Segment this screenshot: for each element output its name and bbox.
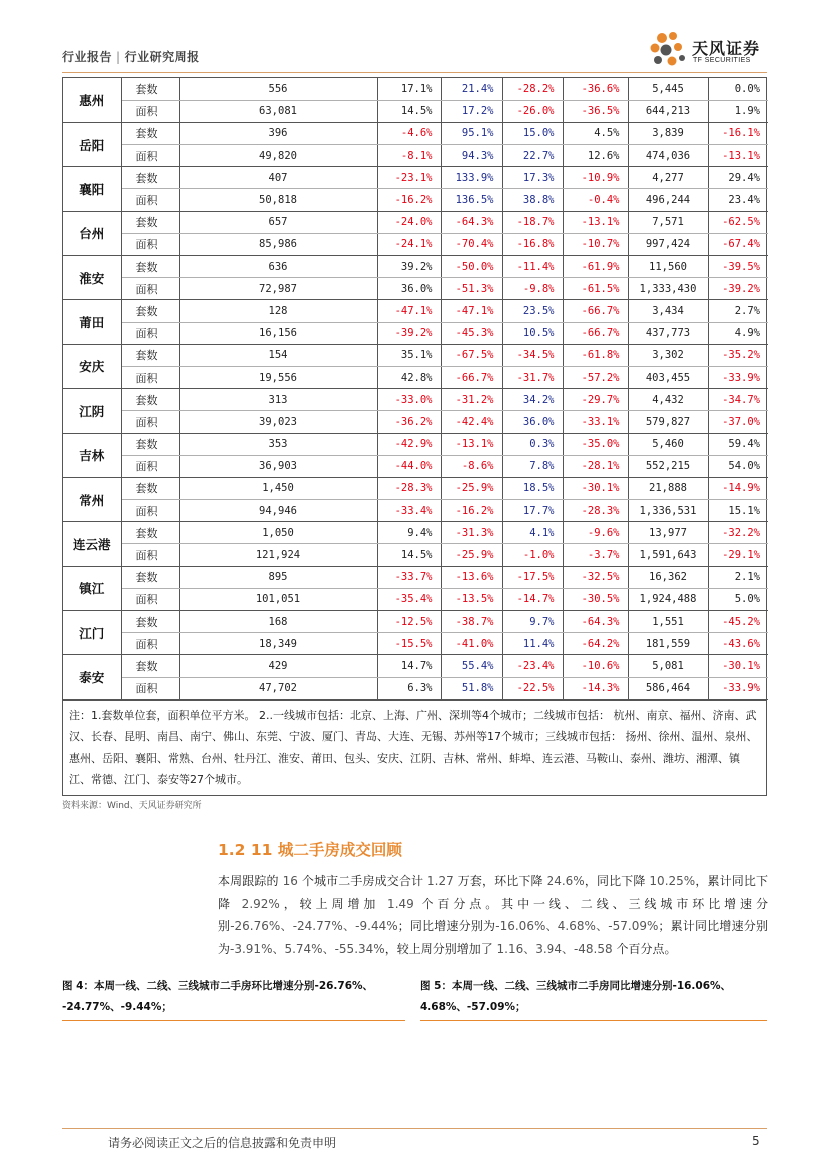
table-cell-c3: 36.0% bbox=[502, 411, 563, 433]
metric-type: 套数 bbox=[121, 122, 179, 144]
table-cell-c3: -9.8% bbox=[502, 278, 563, 300]
table-row bbox=[63, 211, 768, 233]
table-cell-c4: -28.3% bbox=[563, 500, 628, 522]
header-divider bbox=[62, 72, 767, 73]
table-cell-c2: 17.2% bbox=[441, 100, 502, 122]
table-cell-c4: -10.6% bbox=[563, 655, 628, 677]
table-cell-v2: 4,277 bbox=[628, 167, 708, 189]
table-cell-c4: -61.5% bbox=[563, 278, 628, 300]
table-cell-v: 16,156 bbox=[179, 322, 377, 344]
table-cell-v: 636 bbox=[179, 256, 377, 278]
city-name: 江门 bbox=[63, 611, 121, 655]
table-cell-c4: -32.5% bbox=[563, 566, 628, 588]
metric-type: 面积 bbox=[121, 189, 179, 211]
table-cell-c2: -13.5% bbox=[441, 588, 502, 610]
table-cell-c3: 4.1% bbox=[502, 522, 563, 544]
metric-type: 面积 bbox=[121, 588, 179, 610]
table-cell-c3: 10.5% bbox=[502, 322, 563, 344]
company-logo bbox=[648, 30, 768, 70]
table-cell-c3: -28.2% bbox=[502, 78, 563, 100]
table-cell-c1: -24.1% bbox=[377, 233, 441, 255]
metric-type: 套数 bbox=[121, 167, 179, 189]
table-cell-c5: -29.1% bbox=[708, 544, 768, 566]
table-cell-c1: -33.7% bbox=[377, 566, 441, 588]
table-note: 注：1.套数单位套，面积单位平方米。 2..一线城市包括：北京、上海、广州、深圳等4个城市；二线城市包括： 杭州、南京、福州、济南、武汉、长春、昆明、南昌、南宁、佛山、东莞、宁波、厦门、青岛、大连、无锡、苏州等17个城市；三线城市包括： 扬州、徐州、温州、泉州、惠州、岳阳、襄阳、常熟、台州、牡丹江、淮安、莆田、包头、安庆、江阴、吉林、常州、蚌埠、连云港、马鞍山、泰州、潍坊、湘潭、镇江、常德、江门、泰安等27个城市。 bbox=[63, 700, 766, 795]
table-cell-c4: -64.3% bbox=[563, 611, 628, 633]
table-cell-v: 168 bbox=[179, 611, 377, 633]
table-cell-c4: -66.7% bbox=[563, 322, 628, 344]
metric-type: 套数 bbox=[121, 78, 179, 100]
table-cell-c4: -35.0% bbox=[563, 433, 628, 455]
table-cell-c5: 2.1% bbox=[708, 566, 768, 588]
table-row bbox=[63, 366, 768, 388]
metric-type: 面积 bbox=[121, 145, 179, 167]
table-cell-v2: 181,559 bbox=[628, 633, 708, 655]
table-cell-v2: 403,455 bbox=[628, 366, 708, 388]
city-name: 岳阳 bbox=[63, 122, 121, 166]
table-cell-c2: -66.7% bbox=[441, 366, 502, 388]
table-row bbox=[63, 522, 768, 544]
table-cell-c4: -33.1% bbox=[563, 411, 628, 433]
table-cell-c4: 12.6% bbox=[563, 145, 628, 167]
metric-type: 套数 bbox=[121, 433, 179, 455]
table-cell-v: 1,450 bbox=[179, 477, 377, 499]
table-row bbox=[63, 433, 768, 455]
table-cell-c2: -41.0% bbox=[441, 633, 502, 655]
table-row bbox=[63, 233, 768, 255]
table-cell-v: 36,903 bbox=[179, 455, 377, 477]
table-cell-v2: 5,081 bbox=[628, 655, 708, 677]
table-cell-c3: -23.4% bbox=[502, 655, 563, 677]
figure-4-caption: 图 4：本周一线、二线、三线城市二手房环比增速分别-26.76%、 -24.77%、-9.44%； bbox=[62, 980, 374, 1013]
table-cell-c1: 6.3% bbox=[377, 677, 441, 699]
table-cell-v2: 3,434 bbox=[628, 300, 708, 322]
metric-type: 面积 bbox=[121, 322, 179, 344]
city-name: 襄阳 bbox=[63, 167, 121, 211]
table-cell-v: 407 bbox=[179, 167, 377, 189]
table-cell-c5: -32.2% bbox=[708, 522, 768, 544]
city-name: 江阴 bbox=[63, 389, 121, 433]
table-cell-v2: 1,333,430 bbox=[628, 278, 708, 300]
table-cell-v2: 437,773 bbox=[628, 322, 708, 344]
table-cell-c2: -16.2% bbox=[441, 500, 502, 522]
table-cell-c1: 35.1% bbox=[377, 344, 441, 366]
metric-type: 套数 bbox=[121, 477, 179, 499]
table-cell-c2: 21.4% bbox=[441, 78, 502, 100]
table-row bbox=[63, 122, 768, 144]
logo-text-cn: 天风证券 bbox=[692, 39, 761, 58]
table-cell-c4: -30.1% bbox=[563, 477, 628, 499]
table-cell-v2: 474,036 bbox=[628, 145, 708, 167]
table-row bbox=[63, 189, 768, 211]
table-cell-c3: -16.8% bbox=[502, 233, 563, 255]
table-row bbox=[63, 544, 768, 566]
table-cell-c4: -36.6% bbox=[563, 78, 628, 100]
table-cell-c3: -26.0% bbox=[502, 100, 563, 122]
table-cell-c5: -33.9% bbox=[708, 677, 768, 699]
table-cell-v2: 7,571 bbox=[628, 211, 708, 233]
city-name: 台州 bbox=[63, 211, 121, 255]
table-cell-c4: -30.5% bbox=[563, 588, 628, 610]
header-separator: | bbox=[116, 50, 121, 64]
table-cell-v2: 5,460 bbox=[628, 433, 708, 455]
metric-type: 面积 bbox=[121, 233, 179, 255]
metric-type: 面积 bbox=[121, 544, 179, 566]
table-cell-v: 47,702 bbox=[179, 677, 377, 699]
table-cell-c2: -70.4% bbox=[441, 233, 502, 255]
table-cell-v: 128 bbox=[179, 300, 377, 322]
table-body bbox=[63, 78, 768, 699]
table-cell-c3: -34.5% bbox=[502, 344, 563, 366]
table-cell-c3: -22.5% bbox=[502, 677, 563, 699]
city-name: 安庆 bbox=[63, 344, 121, 388]
table-row bbox=[63, 477, 768, 499]
table-cell-c4: -14.3% bbox=[563, 677, 628, 699]
table-cell-c4: -66.7% bbox=[563, 300, 628, 322]
metric-type: 套数 bbox=[121, 566, 179, 588]
table-cell-v: 121,924 bbox=[179, 544, 377, 566]
table-row bbox=[63, 300, 768, 322]
table-cell-v: 19,556 bbox=[179, 366, 377, 388]
table-cell-v: 49,820 bbox=[179, 145, 377, 167]
table-cell-c1: -16.2% bbox=[377, 189, 441, 211]
table-cell-c1: -33.0% bbox=[377, 389, 441, 411]
table-cell-v: 313 bbox=[179, 389, 377, 411]
table-row bbox=[63, 655, 768, 677]
table-cell-c2: -67.5% bbox=[441, 344, 502, 366]
table-cell-c4: -3.7% bbox=[563, 544, 628, 566]
table-cell-v: 94,946 bbox=[179, 500, 377, 522]
table-cell-v2: 3,839 bbox=[628, 122, 708, 144]
table-cell-v2: 1,591,643 bbox=[628, 544, 708, 566]
table-cell-c5: -34.7% bbox=[708, 389, 768, 411]
table-row bbox=[63, 100, 768, 122]
metric-type: 套数 bbox=[121, 522, 179, 544]
table-cell-v: 101,051 bbox=[179, 588, 377, 610]
table-cell-c5: 4.9% bbox=[708, 322, 768, 344]
table-row bbox=[63, 322, 768, 344]
table-cell-c5: -43.6% bbox=[708, 633, 768, 655]
table-cell-c5: -30.1% bbox=[708, 655, 768, 677]
metric-type: 套数 bbox=[121, 344, 179, 366]
table-cell-v: 1,050 bbox=[179, 522, 377, 544]
table-row bbox=[63, 455, 768, 477]
table-cell-v: 154 bbox=[179, 344, 377, 366]
table-cell-c4: -0.4% bbox=[563, 189, 628, 211]
disclaimer-text: 请务必阅读正文之后的信息披露和免责申明 bbox=[108, 1136, 337, 1150]
table-cell-c2: 95.1% bbox=[441, 122, 502, 144]
table-cell-v: 72,987 bbox=[179, 278, 377, 300]
city-name: 淮安 bbox=[63, 256, 121, 300]
table-cell-c1: -12.5% bbox=[377, 611, 441, 633]
table-row bbox=[63, 633, 768, 655]
table-cell-c2: -8.6% bbox=[441, 455, 502, 477]
table-cell-c2: -45.3% bbox=[441, 322, 502, 344]
table-cell-v: 396 bbox=[179, 122, 377, 144]
table-row bbox=[63, 677, 768, 699]
table-row bbox=[63, 167, 768, 189]
table-cell-v2: 644,213 bbox=[628, 100, 708, 122]
metric-type: 面积 bbox=[121, 411, 179, 433]
table-cell-c3: -14.7% bbox=[502, 588, 563, 610]
table-cell-c3: 7.8% bbox=[502, 455, 563, 477]
table-cell-c1: 14.5% bbox=[377, 100, 441, 122]
table-cell-c2: 51.8% bbox=[441, 677, 502, 699]
table-row bbox=[63, 344, 768, 366]
metric-type: 套数 bbox=[121, 611, 179, 633]
metric-type: 面积 bbox=[121, 633, 179, 655]
table-cell-c4: -10.9% bbox=[563, 167, 628, 189]
table-cell-c1: -47.1% bbox=[377, 300, 441, 322]
table-cell-c1: -15.5% bbox=[377, 633, 441, 655]
table-cell-c3: 17.7% bbox=[502, 500, 563, 522]
table-row bbox=[63, 278, 768, 300]
table-cell-c1: -36.2% bbox=[377, 411, 441, 433]
table-cell-c3: 11.4% bbox=[502, 633, 563, 655]
table-cell-c2: -64.3% bbox=[441, 211, 502, 233]
table-cell-c2: -13.1% bbox=[441, 433, 502, 455]
table-cell-v: 85,986 bbox=[179, 233, 377, 255]
table-cell-c1: 9.4% bbox=[377, 522, 441, 544]
table-cell-c4: -13.1% bbox=[563, 211, 628, 233]
table-cell-c5: -35.2% bbox=[708, 344, 768, 366]
table-cell-c2: -31.2% bbox=[441, 389, 502, 411]
table-cell-v2: 579,827 bbox=[628, 411, 708, 433]
metric-type: 面积 bbox=[121, 455, 179, 477]
table-cell-c5: -37.0% bbox=[708, 411, 768, 433]
table-row bbox=[63, 411, 768, 433]
metric-type: 套数 bbox=[121, 389, 179, 411]
table-row bbox=[63, 145, 768, 167]
table-cell-c3: -31.7% bbox=[502, 366, 563, 388]
table-cell-v2: 16,362 bbox=[628, 566, 708, 588]
table-cell-c4: -28.1% bbox=[563, 455, 628, 477]
table-cell-c4: -57.2% bbox=[563, 366, 628, 388]
data-source: 资料来源：Wind、天风证券研究所 bbox=[62, 801, 202, 811]
table-cell-c2: 55.4% bbox=[441, 655, 502, 677]
table-cell-v2: 586,464 bbox=[628, 677, 708, 699]
table-cell-v: 657 bbox=[179, 211, 377, 233]
metric-type: 套数 bbox=[121, 211, 179, 233]
city-name: 莆田 bbox=[63, 300, 121, 344]
table-cell-c2: -13.6% bbox=[441, 566, 502, 588]
figure-5-caption: 图 5：本周一线、二线、三线城市二手房同比增速分别-16.06%、 4.68%、-57.09%； bbox=[420, 980, 732, 1013]
housing-data-table bbox=[62, 77, 767, 796]
table-cell-c3: -18.7% bbox=[502, 211, 563, 233]
table-cell-c1: -33.4% bbox=[377, 500, 441, 522]
metric-type: 面积 bbox=[121, 278, 179, 300]
table-cell-c3: 34.2% bbox=[502, 389, 563, 411]
table-cell-c3: 0.3% bbox=[502, 433, 563, 455]
table-cell-c1: 36.0% bbox=[377, 278, 441, 300]
table-cell-c5: 29.4% bbox=[708, 167, 768, 189]
table-cell-c3: 17.3% bbox=[502, 167, 563, 189]
logo-text-en: TF SECURITIES bbox=[693, 57, 751, 64]
table-cell-v: 18,349 bbox=[179, 633, 377, 655]
table-cell-c1: -23.1% bbox=[377, 167, 441, 189]
table-cell-v: 556 bbox=[179, 78, 377, 100]
table-cell-v2: 3,302 bbox=[628, 344, 708, 366]
table-row bbox=[63, 500, 768, 522]
table-cell-c5: -13.1% bbox=[708, 145, 768, 167]
table-cell-c5: -33.9% bbox=[708, 366, 768, 388]
section-paragraph: 本周跟踪的 16 个城市二手房成交合计 1.27 万套，环比下降 24.6%，同比下降 10.25%，累计同比下降 2.92%，较上周增加 1.49 个百分点。其中一线、二线、三线城市环比增速分别-26.76%、-24.77%、-9.44%；同比增速分别为-16.06%、4.68%、-57.09%；累计同比增速分别为-3.91%、5.74%、-55.34%，较上周分别增加了 1.16、3.94、-48.58 个百分点。 bbox=[218, 874, 768, 956]
table-cell-v2: 496,244 bbox=[628, 189, 708, 211]
table-cell-c4: -9.6% bbox=[563, 522, 628, 544]
table-cell-c1: -39.2% bbox=[377, 322, 441, 344]
table-cell-c2: -51.3% bbox=[441, 278, 502, 300]
table-cell-c1: -44.0% bbox=[377, 455, 441, 477]
header-label-weekly: 行业研究周报 bbox=[124, 50, 200, 64]
table-cell-v2: 4,432 bbox=[628, 389, 708, 411]
table-cell-c3: -17.5% bbox=[502, 566, 563, 588]
table-cell-c1: -28.3% bbox=[377, 477, 441, 499]
page-number: 5 bbox=[752, 1134, 760, 1148]
table-cell-c4: -10.7% bbox=[563, 233, 628, 255]
table-cell-c5: -45.2% bbox=[708, 611, 768, 633]
table-cell-c4: -29.7% bbox=[563, 389, 628, 411]
table-cell-c2: -31.3% bbox=[441, 522, 502, 544]
metric-type: 套数 bbox=[121, 300, 179, 322]
city-name: 镇江 bbox=[63, 566, 121, 610]
table-cell-v2: 1,924,488 bbox=[628, 588, 708, 610]
metric-type: 面积 bbox=[121, 500, 179, 522]
table-cell-c5: 1.9% bbox=[708, 100, 768, 122]
table-cell-c3: 23.5% bbox=[502, 300, 563, 322]
table-cell-c2: 94.3% bbox=[441, 145, 502, 167]
table-cell-v: 353 bbox=[179, 433, 377, 455]
table-cell-c5: 23.4% bbox=[708, 189, 768, 211]
table-cell-c3: 22.7% bbox=[502, 145, 563, 167]
table-cell-c4: 4.5% bbox=[563, 122, 628, 144]
table-cell-c5: 2.7% bbox=[708, 300, 768, 322]
table-cell-c2: -38.7% bbox=[441, 611, 502, 633]
table-cell-c5: 15.1% bbox=[708, 500, 768, 522]
table-cell-c4: -64.2% bbox=[563, 633, 628, 655]
table-cell-v2: 1,336,531 bbox=[628, 500, 708, 522]
table-cell-v: 50,818 bbox=[179, 189, 377, 211]
table-cell-v2: 552,215 bbox=[628, 455, 708, 477]
section-title: 1.2 11 城二手房成交回顾 bbox=[218, 841, 402, 859]
table-cell-c4: -61.8% bbox=[563, 344, 628, 366]
table-cell-v2: 21,888 bbox=[628, 477, 708, 499]
table-cell-c5: -39.5% bbox=[708, 256, 768, 278]
table-cell-v: 39,023 bbox=[179, 411, 377, 433]
table-cell-c1: -42.9% bbox=[377, 433, 441, 455]
table-cell-c2: -50.0% bbox=[441, 256, 502, 278]
city-name: 连云港 bbox=[63, 522, 121, 566]
table-cell-v: 895 bbox=[179, 566, 377, 588]
table-cell-c4: -61.9% bbox=[563, 256, 628, 278]
table-cell-v: 63,081 bbox=[179, 100, 377, 122]
table-cell-c5: -16.1% bbox=[708, 122, 768, 144]
table-cell-c2: 133.9% bbox=[441, 167, 502, 189]
table-cell-c2: -25.9% bbox=[441, 544, 502, 566]
table-cell-v2: 5,445 bbox=[628, 78, 708, 100]
table-cell-c2: -47.1% bbox=[441, 300, 502, 322]
table-cell-c3: -11.4% bbox=[502, 256, 563, 278]
table-row bbox=[63, 256, 768, 278]
table-cell-c2: 136.5% bbox=[441, 189, 502, 211]
table-cell-c5: 54.0% bbox=[708, 455, 768, 477]
city-name: 惠州 bbox=[63, 78, 121, 122]
metric-type: 面积 bbox=[121, 677, 179, 699]
footer-divider bbox=[62, 1128, 767, 1129]
table-cell-v2: 1,551 bbox=[628, 611, 708, 633]
table-cell-c1: 17.1% bbox=[377, 78, 441, 100]
table-cell-c5: 59.4% bbox=[708, 433, 768, 455]
figure-4-divider bbox=[62, 1020, 405, 1021]
table-cell-c1: 42.8% bbox=[377, 366, 441, 388]
table-cell-c3: 9.7% bbox=[502, 611, 563, 633]
table-cell-c1: -8.1% bbox=[377, 145, 441, 167]
table-cell-c3: 18.5% bbox=[502, 477, 563, 499]
table-cell-c3: 15.0% bbox=[502, 122, 563, 144]
table-cell-c2: -42.4% bbox=[441, 411, 502, 433]
city-name: 泰安 bbox=[63, 655, 121, 699]
table-cell-v: 429 bbox=[179, 655, 377, 677]
table-cell-c5: 5.0% bbox=[708, 588, 768, 610]
table-cell-c1: 39.2% bbox=[377, 256, 441, 278]
table-cell-c1: 14.7% bbox=[377, 655, 441, 677]
figure-5-divider bbox=[420, 1020, 767, 1021]
table-cell-c1: -4.6% bbox=[377, 122, 441, 144]
report-category bbox=[62, 48, 200, 65]
table-cell-c3: -1.0% bbox=[502, 544, 563, 566]
table-cell-c2: -25.9% bbox=[441, 477, 502, 499]
table-row bbox=[63, 566, 768, 588]
metric-type: 面积 bbox=[121, 366, 179, 388]
city-name: 常州 bbox=[63, 477, 121, 521]
table-cell-c4: -36.5% bbox=[563, 100, 628, 122]
table-cell-c5: 0.0% bbox=[708, 78, 768, 100]
table-cell-v2: 997,424 bbox=[628, 233, 708, 255]
table-cell-c5: -39.2% bbox=[708, 278, 768, 300]
table-row bbox=[63, 611, 768, 633]
table-cell-v2: 13,977 bbox=[628, 522, 708, 544]
table-row bbox=[63, 78, 768, 100]
logo-mark-icon bbox=[648, 30, 690, 70]
table-cell-c1: -35.4% bbox=[377, 588, 441, 610]
city-name: 吉林 bbox=[63, 433, 121, 477]
table-cell-c5: -14.9% bbox=[708, 477, 768, 499]
metric-type: 套数 bbox=[121, 655, 179, 677]
table-row bbox=[63, 588, 768, 610]
table-cell-c1: -24.0% bbox=[377, 211, 441, 233]
table-cell-c3: 38.8% bbox=[502, 189, 563, 211]
table-cell-c5: -62.5% bbox=[708, 211, 768, 233]
table-row bbox=[63, 389, 768, 411]
table-cell-c5: -67.4% bbox=[708, 233, 768, 255]
metric-type: 套数 bbox=[121, 256, 179, 278]
header-label-industry: 行业报告 bbox=[62, 50, 113, 64]
table-cell-c1: 14.5% bbox=[377, 544, 441, 566]
metric-type: 面积 bbox=[121, 100, 179, 122]
table-cell-v2: 11,560 bbox=[628, 256, 708, 278]
